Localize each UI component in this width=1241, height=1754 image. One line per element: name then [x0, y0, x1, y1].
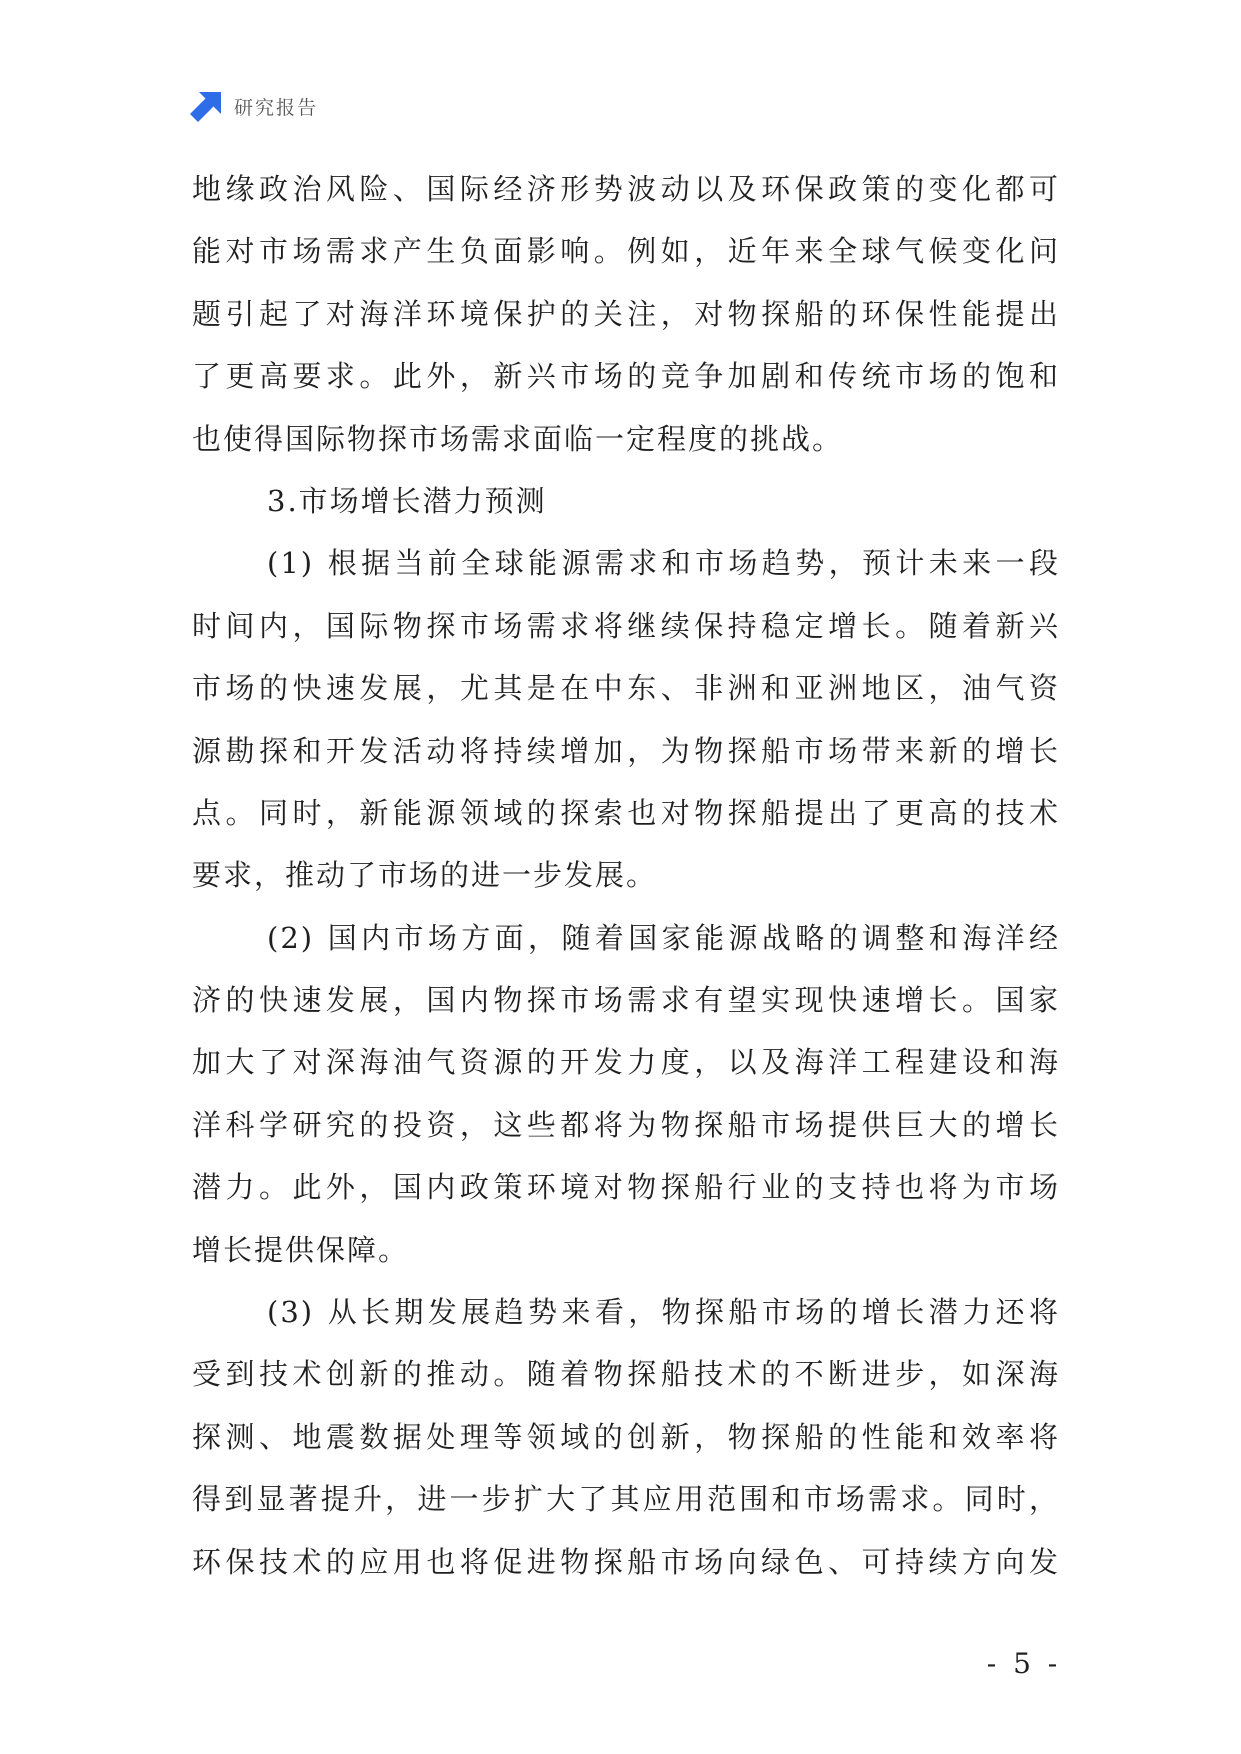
text-line: 济的快速发展，国内物探市场需求有望实现快速增长。国家 — [192, 983, 1060, 1018]
page-number: - 5 - — [986, 1647, 1062, 1680]
text-line: 市场的快速发展，尤其是在中东、非洲和亚洲地区，油气资 — [192, 671, 1060, 706]
page-header — [190, 89, 318, 123]
paragraph — [192, 158, 1060, 470]
text-line: 洋科学研究的投资，这些都将为物探船市场提供巨大的增长 — [192, 1107, 1060, 1142]
text-line: 要求，推动了市场的进一步发展。 — [192, 858, 658, 893]
text-line: 时间内，国际物探市场需求将继续保持稳定增长。随着新兴 — [192, 608, 1060, 643]
text-line: 能对市场需求产生负面影响。例如，近年来全球气候变化问 — [192, 234, 1060, 269]
text-line: (3) 从长期发展趋势来看，物探船市场的增长潜力还将 — [267, 1295, 1060, 1330]
text-line: 点。同时，新能源领域的探索也对物探船提出了更高的技术 — [192, 795, 1060, 830]
text-line: 源勘探和开发活动将持续增加，为物探船市场带来新的增长 — [192, 733, 1060, 768]
text-line: 加大了对深海油气资源的开发力度，以及海洋工程建设和海 — [192, 1045, 1060, 1080]
text-line: 潜力。此外，国内政策环境对物探船行业的支持也将为市场 — [192, 1170, 1060, 1205]
section-heading: 3.市场增长潜力预测 — [267, 483, 547, 518]
text-line: 增长提供保障。 — [192, 1232, 410, 1267]
paragraph — [192, 907, 1060, 1281]
paragraph — [192, 532, 1060, 906]
text-line: 了更高要求。此外，新兴市场的竞争加剧和传统市场的饱和 — [192, 359, 1060, 394]
text-line: 受到技术创新的推动。随着物探船技术的不断进步，如深海 — [192, 1357, 1060, 1392]
text-line: 得到显著提升，进一步扩大了其应用范围和市场需求。同时， — [192, 1482, 1060, 1517]
paragraph — [192, 1281, 1060, 1593]
text-line: (2) 国内市场方面，随着国家能源战略的调整和海洋经 — [267, 920, 1060, 955]
text-line: 探测、地震数据处理等领域的创新，物探船的性能和效率将 — [192, 1419, 1060, 1454]
text-line: 地缘政治风险、国际经济形势波动以及环保政策的变化都可 — [192, 172, 1060, 206]
document-body — [192, 158, 1060, 1593]
text-line: 也使得国际物探市场需求面临一定程度的挑战。 — [192, 421, 844, 456]
arrow-up-right-logo-icon — [190, 90, 222, 122]
text-line: 环保技术的应用也将促进物探船市场向绿色、可持续方向发 — [192, 1544, 1060, 1579]
text-line: 题引起了对海洋环境保护的关注，对物探船的环保性能提出 — [192, 296, 1060, 331]
header-label: 研究报告 — [234, 96, 319, 119]
text-line: (1) 根据当前全球能源需求和市场趋势，预计未来一段 — [267, 546, 1060, 581]
